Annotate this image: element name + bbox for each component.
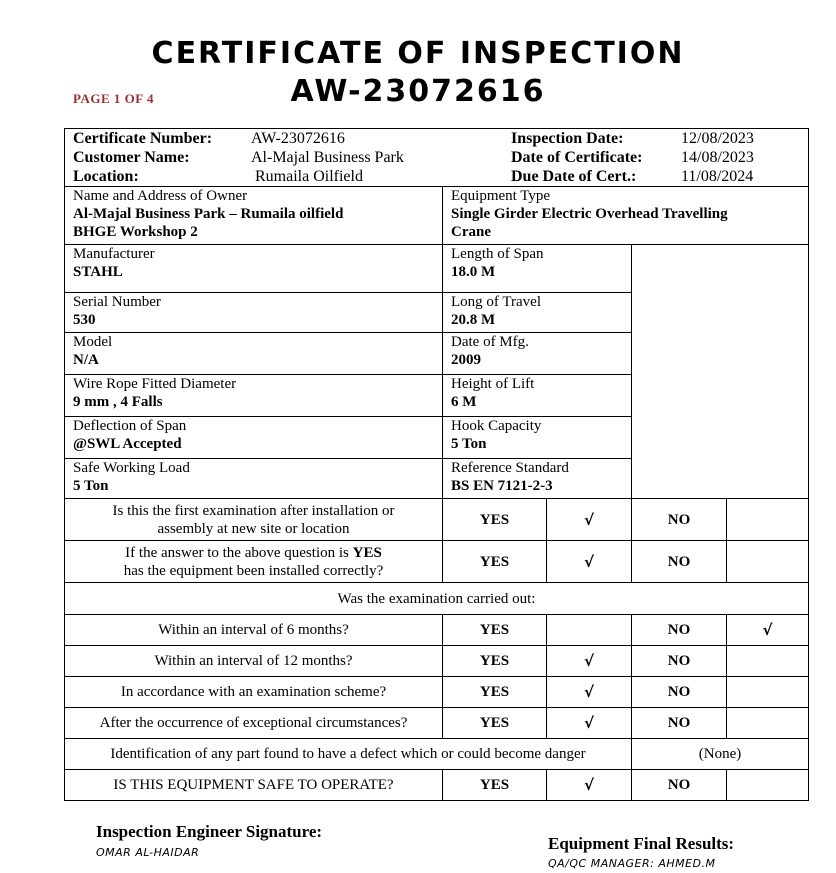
yes-check-box: [547, 615, 632, 646]
yes-label: YES: [443, 770, 547, 801]
equipment-type-line2: Crane: [451, 224, 491, 240]
location-label: Location:: [73, 168, 139, 185]
question-row: [65, 708, 809, 739]
yes-check-mark: √: [547, 646, 632, 677]
question-row: [65, 499, 809, 541]
qa-manager-name: QA/QC MANAGER: AHMED.M: [548, 857, 716, 870]
owner-equipment-row: [65, 187, 809, 245]
yes-label: YES: [443, 708, 547, 739]
defect-answer: (None): [632, 739, 809, 770]
no-check-box: [727, 541, 809, 583]
no-check-box: [727, 708, 809, 739]
defect-question: Identification of any part found to have a defect which or could become danger: [65, 739, 632, 770]
no-label: NO: [632, 677, 727, 708]
yes-label: YES: [443, 677, 547, 708]
spec-left-value: STAHL: [73, 264, 123, 280]
spec-right-value: 6 M: [451, 394, 477, 410]
signature-name: OMAR AL-HAIDAR: [96, 846, 200, 859]
inspection-date-value: 12/08/2023: [681, 130, 754, 147]
exam-heading: Was the examination carried out:: [65, 583, 809, 615]
page-indicator: PAGE 1 OF 4: [73, 91, 154, 106]
inspection-date-label: Inspection Date:: [511, 130, 624, 147]
due-date-label: Due Date of Cert.:: [511, 168, 637, 185]
equipment-type-label: Equipment Type: [451, 188, 551, 204]
inspection-table: [64, 128, 809, 801]
question-row: [65, 541, 809, 583]
defect-row: [65, 739, 809, 770]
certificate-number-label: Certificate Number:: [73, 130, 213, 147]
certificate-title: CERTIFICATE OF INSPECTION: [151, 36, 685, 71]
spec-left-value: N/A: [73, 352, 99, 368]
safe-to-operate-row: [65, 770, 809, 801]
spec-right-value: 5 Ton: [451, 436, 487, 452]
question-text: assembly at new site or location: [157, 520, 350, 537]
spec-left-label: Manufacturer: [73, 246, 155, 262]
question-text: has the equipment been installed correctly?: [123, 562, 384, 579]
question-text: In accordance with an examination scheme?: [65, 677, 443, 708]
no-check-box: [727, 770, 809, 801]
spec-row: [65, 245, 809, 293]
yes-label: YES: [443, 615, 547, 646]
spec-right-label: Date of Mfg.: [451, 334, 529, 350]
spec-left-label: Wire Rope Fitted Diameter: [73, 376, 237, 392]
owner-line1: Al-Majal Business Park – Rumaila oilfield: [73, 206, 344, 222]
spec-left-label: Model: [73, 334, 113, 350]
question-row: [65, 615, 809, 646]
equipment-type-cell: [443, 187, 809, 245]
question-text: Within an interval of 6 months?: [65, 615, 443, 646]
spec-left-value: 9 mm , 4 Falls: [73, 394, 163, 410]
yes-label: YES: [443, 646, 547, 677]
no-label: NO: [632, 615, 727, 646]
due-date-value: 11/08/2024: [681, 168, 754, 185]
location-value: Rumaila Oilfield: [255, 168, 363, 185]
customer-name-value: Al-Majal Business Park: [251, 149, 404, 166]
spec-right-value: 18.0 M: [451, 264, 496, 280]
question-text: After the occurrence of exceptional circumstances?: [65, 708, 443, 739]
spec-left-value: 530: [73, 312, 96, 328]
question-row: [65, 646, 809, 677]
equipment-type-line1: Single Girder Electric Overhead Travelling: [451, 206, 728, 222]
blank-side-cell: [632, 245, 809, 499]
spec-left-value: @SWL Accepted: [73, 436, 182, 452]
yes-label: YES: [443, 499, 547, 541]
spec-right-label: Long of Travel: [451, 294, 541, 310]
question-text-emphasis: YES: [352, 544, 382, 561]
spec-right-value: BS EN 7121-2-3: [451, 478, 553, 494]
spec-right-label: Height of Lift: [451, 376, 535, 392]
date-of-certificate-label: Date of Certificate:: [511, 149, 643, 166]
question-text: If the answer to the above question is: [125, 544, 353, 561]
no-label: NO: [632, 708, 727, 739]
spec-left-label: Deflection of Span: [73, 418, 187, 434]
spec-left-value: 5 Ton: [73, 478, 109, 494]
spec-left-label: Serial Number: [73, 294, 161, 310]
spec-right-value: 2009: [451, 352, 481, 368]
yes-check-mark: √: [547, 499, 632, 541]
signature-label: Inspection Engineer Signature:: [96, 822, 323, 841]
no-check-mark: √: [727, 615, 809, 646]
spec-right-label: Hook Capacity: [451, 418, 542, 434]
no-check-box: [727, 677, 809, 708]
question-text: Within an interval of 12 months?: [65, 646, 443, 677]
yes-check-mark: √: [547, 541, 632, 583]
no-check-box: [727, 646, 809, 677]
spec-right-label: Reference Standard: [451, 460, 569, 476]
owner-label: Name and Address of Owner: [73, 188, 248, 204]
certificate-id-title: AW-23072616: [290, 74, 546, 109]
no-label: NO: [632, 646, 727, 677]
owner-line2: BHGE Workshop 2: [73, 224, 198, 240]
yes-check-mark: √: [547, 708, 632, 739]
certificate-info-row: [65, 129, 809, 187]
no-check-box: [727, 499, 809, 541]
owner-cell: [65, 187, 443, 245]
spec-left-label: Safe Working Load: [73, 460, 190, 476]
yes-label: YES: [443, 541, 547, 583]
no-label: NO: [632, 499, 727, 541]
yes-check-mark: √: [547, 770, 632, 801]
safe-to-operate-question: IS THIS EQUIPMENT SAFE TO OPERATE?: [65, 770, 443, 801]
spec-right-value: 20.8 M: [451, 312, 496, 328]
spec-right-label: Length of Span: [451, 246, 544, 262]
no-label: NO: [632, 541, 727, 583]
question-row: [65, 677, 809, 708]
question-text: Is this the first examination after installation or: [112, 502, 395, 519]
yes-check-mark: √: [547, 677, 632, 708]
date-of-certificate-value: 14/08/2023: [681, 149, 754, 166]
final-results-label: Equipment Final Results:: [548, 834, 735, 853]
exam-heading-row: [65, 583, 809, 615]
no-label: NO: [632, 770, 727, 801]
customer-name-label: Customer Name:: [73, 149, 190, 166]
certificate-number-value: AW-23072616: [251, 130, 345, 147]
